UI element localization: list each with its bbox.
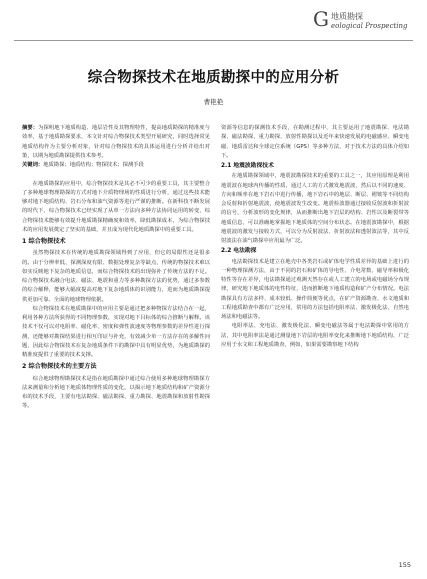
keywords <box>22 161 210 170</box>
section-1-heading: 1 综合物探技术 <box>22 238 66 245</box>
section-2-2-heading: 2.2 电法勘探 <box>221 248 257 255</box>
journal-name-cn: 地质勘探 <box>331 12 363 21</box>
abstract-spacer <box>22 170 210 179</box>
abstract <box>22 124 210 161</box>
journal-name-en: eological Prospecting <box>331 22 408 30</box>
section-1-paragraph-1: 虽然物探技术在传统的地质勘探领域得到了应用，但它的局限性还是很多的。由于分辨率低、探测深度有限、数据处理复杂等缺点，传统的物探技术难以如实反映地下复杂的地质信息，而综合物探技术的出现弥补了传统方法的不足。综合物探技术融合电法、磁法、地震和重力等多种勘探方法的优势，通过多参数的综合解释，能够大幅度提高对地下复杂地质体的识别能力，进而为地质勘探提供更加可靠、全面的地球物理依据。 <box>22 250 210 303</box>
section-2-2-paragraph-2: 电阻率法、充电法、激发极化法、瞬变电磁法等属于电法勘探中常用的方法，其中电阻率法是通过测量地下岩层的电阻率变化来推断地下地质结构，广泛应用于水文和工程地质勘查，例如，如果需要勘察地下结构 <box>221 323 409 348</box>
section-2-heading: 2 综合物探技术的主要方法 <box>22 363 97 371</box>
intro-paragraph: 在地质勘探的应用中，综合物探技术是其必不可少的重要工具，其主要整合了多种地球物理勘探的方式对地下介质物理场的性质进行分析，通过这些技术能够对地下地质结构、岩石分布和油气资源等进行严谨的推断。在新科技不断发展的时代下，综合物探技术已经实现了从单一方法向多种方法协同运用的转变，综合物探技术能够有效提升地质勘探精确度和效率，降低勘探成本，为综合物探技术的应用发展奠定了坚实的基础，并且成为现代化地质勘探中的重要工具。 <box>22 180 210 233</box>
author-name: 曹艳艳 <box>203 98 224 106</box>
abstract-label: 摘要： <box>22 125 39 131</box>
right-paragraph-continued: 资源等信息的探测技术手段，在勘测过程中，其主要运用了地震勘探、电法勘探、磁法勘探、重力勘探、放射性勘探以及近年来快速发展的电磁感应、瞬变电磁、地质雷达和全球定位系统（GPS）等多种方法，对于技术方法的具体介绍如下。 <box>221 125 409 159</box>
section-2-2-paragraph-1: 电法勘探技术是建立在地壳中各类岩石或矿体电学性质差异的基础上进行的一种物理探测方法，由于不同的岩石和矿体的导电性、介电常数、磁导率和极化特性等存在差异，电法勘探通过观测天然存在或人工建立的电场或电磁场分布规律，研究地下地质体的电性特征，进而推断地下地质构造和矿产分布情况。电法勘探具有方法多样、成本较低、操作简便等优点，在矿产资源勘查、水文地质和工程地质勘查中都有广泛应用，常用的方法包括电阻率法、激发极化法、自然电场法和电磁法等。 <box>221 258 409 320</box>
left-column <box>22 124 210 412</box>
header-rule <box>14 40 413 41</box>
journal-logo-letter: G <box>313 7 329 31</box>
keywords-text: 地质勘探；地质结构；物探技术；探测手段 <box>43 162 144 168</box>
right-column <box>221 124 409 350</box>
section-2-1-paragraph-1: 在地质勘探领域中，地震波勘探技术的重要的工具之一，其应用原理是利用地震波在地球内传播的性质，通过人工的方式激发地震波，然后以不同的速度、方向和频率在地下岩石中进行传播，地下岩石中的地层、断层、褶皱等不同结构会反射和折射地震波，使地震波发生改变。地震检波器通过接收反射波和折射波的信号，分析波形的变化规律，从而推断出地下岩层的结构、岩性以及断裂带等地质信息，可以准确地掌握地下地质体的空间分布状态。在地震波勘探中，根据地震波的激发与接收方式，可以分为反射波法、折射波法和透射波法等，其中反射波法在油气勘探中应用最为广泛。 <box>221 173 409 244</box>
article-title: 综合物探技术在地质勘探中的应用分析 <box>87 70 340 86</box>
section-2-paragraph-1: 综合地球物理勘探技术是指在地质勘探中通过综合使用多种地球物理勘探方法来测量和分析地下地质体物理性质的变化，以揭示地下地质结构和矿产资源分布的技术手段，主要有电法勘探、磁法勘探、重力勘探、地震勘探和放射性勘探等。 <box>22 375 210 410</box>
page-number: 155 <box>398 561 411 569</box>
journal-logo <box>313 7 413 36</box>
keywords-label: 关键词： <box>22 162 44 168</box>
section-1-paragraph-2: 综合物探技术在地质勘探中的应用主要是通过把多种物探方法结合在一起，利用各种方法所获得的不同物理参数，实现对地下目标体的综合推断与解释。该技术不仅可以对电阻率、磁化率、密度和弹性波速度等物理参数的差异性进行探测，还能够对勘探结果进行相互印证与补充，有效减少单一方法存在的多解性问题，因此综合物探技术在复杂地质条件下的勘探中具有明显优势，为地质勘探的精准度提供了重要的技术支撑。 <box>22 305 210 358</box>
section-2-1-heading: 2.1 地震波勘探技术 <box>221 163 274 169</box>
abstract-text: 为探明地下地质构造、地层岩性及其物理特性，提高地质勘探的精准度与效率，基于地质勘探要求，本文针对综合物探技术类型开展研究，同时选择常见地质结构作为主要分析对象，针对综合物探技术的具体运用进行分析并给出对策，以期为地质勘探提供技术参考。 <box>22 125 210 159</box>
